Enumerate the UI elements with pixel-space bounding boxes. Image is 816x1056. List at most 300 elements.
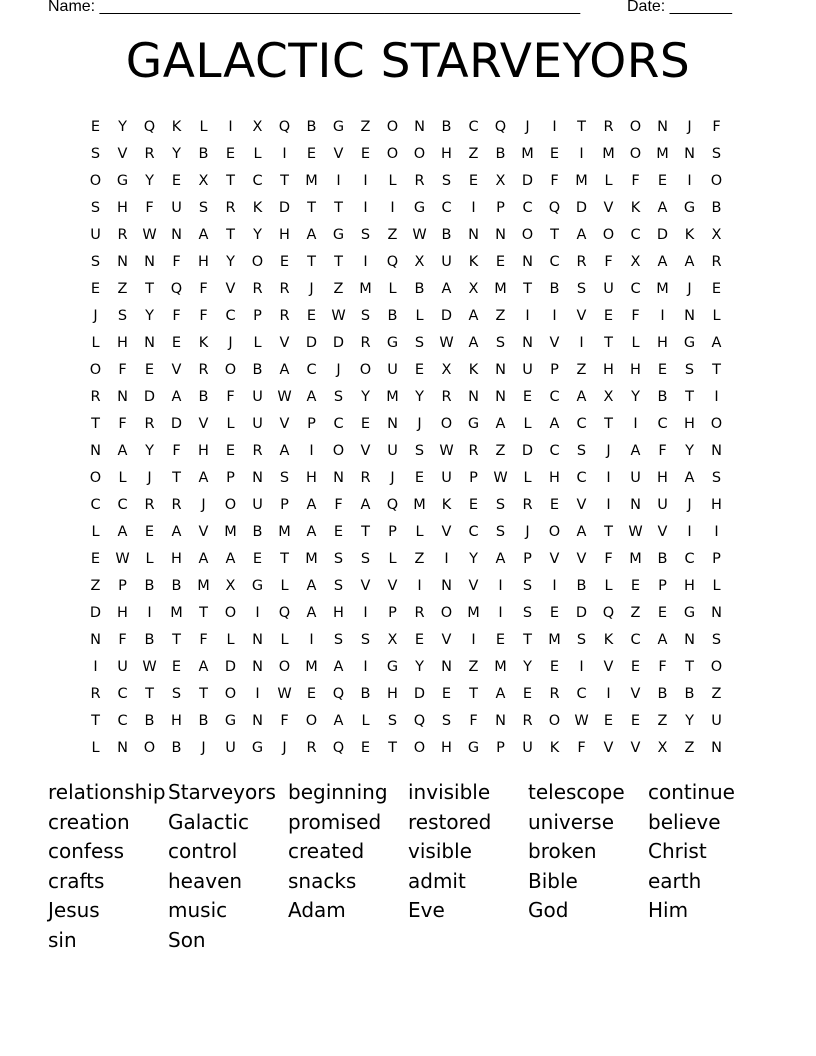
grid-letter: E <box>306 686 317 702</box>
grid-letter: J <box>525 119 530 135</box>
grid-letter: D <box>440 308 453 324</box>
grid-letter: F <box>145 200 154 216</box>
grid-letter: H <box>117 605 128 621</box>
grid-letter: Y <box>253 227 262 243</box>
grid-letter: T <box>145 686 154 702</box>
grid-letter: L <box>361 713 370 729</box>
grid-letter: G <box>467 416 480 432</box>
grid-letter: F <box>226 389 235 405</box>
grid-letter: T <box>280 173 289 189</box>
grid-letter: O <box>548 524 561 540</box>
grid-letter: Q <box>332 740 345 756</box>
grid-letter: F <box>469 713 478 729</box>
grid-letter: S <box>333 578 344 594</box>
grid-letter: L <box>631 335 640 351</box>
grid-letter: G <box>683 200 696 216</box>
grid-letter: C <box>657 416 668 432</box>
grid-letter: E <box>630 578 641 594</box>
grid-letter: Y <box>469 551 478 567</box>
grid-letter: Y <box>415 659 424 675</box>
grid-letter: S <box>576 632 587 648</box>
grid-letter: S <box>360 632 371 648</box>
grid-letter: A <box>657 254 668 270</box>
grid-letter: S <box>117 308 128 324</box>
grid-letter: R <box>252 281 263 297</box>
grid-letter: Y <box>226 254 235 270</box>
grid-letter: R <box>711 254 722 270</box>
letter-grid <box>82 114 730 762</box>
grid-letter: R <box>117 227 128 243</box>
grid-letter: V <box>576 308 587 324</box>
grid-letter: U <box>225 740 236 756</box>
grid-letter: U <box>522 362 533 378</box>
grid-letter: E <box>495 254 506 270</box>
grid-letter: M <box>305 551 318 567</box>
grid-letter: M <box>197 578 210 594</box>
grid-letter: R <box>279 281 290 297</box>
word-bank-item: promised <box>288 809 382 834</box>
grid-letter: B <box>198 389 209 405</box>
grid-letter: N <box>495 713 506 729</box>
date-field[interactable]: Date: _______ <box>627 0 732 15</box>
grid-letter: J <box>525 524 530 540</box>
grid-letter: O <box>521 227 534 243</box>
grid-letter: C <box>468 524 479 540</box>
grid-letter: V <box>549 551 560 567</box>
grid-letter: L <box>91 740 100 756</box>
grid-letter: Q <box>386 254 399 270</box>
grid-letter: N <box>441 659 452 675</box>
grid-letter: E <box>657 362 668 378</box>
grid-letter: H <box>657 335 668 351</box>
grid-letter: R <box>360 335 371 351</box>
grid-letter: I <box>363 605 368 621</box>
grid-letter: L <box>91 335 100 351</box>
grid-letter: A <box>495 416 506 432</box>
grid-letter: R <box>522 497 533 513</box>
grid-letter: M <box>305 173 318 189</box>
word-bank-item: music <box>168 898 228 923</box>
grid-letter: A <box>684 470 695 486</box>
grid-letter: T <box>685 659 694 675</box>
grid-letter: I <box>498 605 503 621</box>
grid-letter: B <box>441 227 452 243</box>
word-bank-item: Son <box>168 927 206 952</box>
grid-letter: M <box>386 389 399 405</box>
grid-letter: L <box>415 308 424 324</box>
grid-letter: I <box>228 119 233 135</box>
grid-letter: N <box>117 740 128 756</box>
grid-letter: V <box>603 659 614 675</box>
grid-letter: O <box>710 659 723 675</box>
grid-letter: V <box>468 578 479 594</box>
grid-letter: O <box>629 146 642 162</box>
grid-letter: F <box>199 308 208 324</box>
grid-letter: V <box>603 200 614 216</box>
grid-letter: H <box>657 470 668 486</box>
grid-letter: A <box>117 524 128 540</box>
grid-letter: T <box>388 740 397 756</box>
grid-letter: U <box>522 740 533 756</box>
grid-letter: O <box>386 119 399 135</box>
grid-letter: S <box>711 470 722 486</box>
grid-letter: I <box>606 497 611 513</box>
grid-letter: E <box>711 281 722 297</box>
grid-letter: L <box>523 416 532 432</box>
grid-letter: T <box>307 254 316 270</box>
grid-letter: Z <box>468 146 479 162</box>
grid-letter: A <box>198 551 209 567</box>
grid-letter: O <box>602 227 615 243</box>
grid-letter: W <box>628 524 643 540</box>
grid-letter: L <box>226 416 235 432</box>
grid-letter: A <box>495 686 506 702</box>
grid-letter: Y <box>145 443 154 459</box>
grid-letter: A <box>198 659 209 675</box>
grid-letter: Y <box>361 389 370 405</box>
grid-letter: C <box>549 443 560 459</box>
grid-letter: G <box>332 227 345 243</box>
grid-letter: X <box>225 578 236 594</box>
grid-letter: B <box>198 713 209 729</box>
grid-letter: V <box>360 443 371 459</box>
grid-letter: X <box>630 254 641 270</box>
word-bank-item: heaven <box>168 868 243 893</box>
grid-letter: H <box>387 686 398 702</box>
grid-letter: W <box>493 470 508 486</box>
grid-letter: D <box>521 173 534 189</box>
grid-letter: L <box>118 470 127 486</box>
grid-letter: V <box>549 335 560 351</box>
grid-letter: W <box>142 659 157 675</box>
word-bank-item: Starveyors <box>168 780 276 804</box>
grid-letter: U <box>630 470 641 486</box>
grid-letter: V <box>117 146 128 162</box>
grid-letter: D <box>413 686 426 702</box>
grid-letter: M <box>359 281 372 297</box>
grid-letter: T <box>604 524 613 540</box>
grid-letter: D <box>521 443 534 459</box>
grid-letter: Q <box>413 713 426 729</box>
grid-letter: E <box>441 686 452 702</box>
grid-letter: R <box>576 254 587 270</box>
word-bank-item: created <box>288 839 365 864</box>
grid-letter: Q <box>332 686 345 702</box>
word-bank-item: Galactic <box>168 809 249 834</box>
grid-letter: N <box>522 335 533 351</box>
grid-letter: V <box>387 578 398 594</box>
grid-letter: T <box>523 281 532 297</box>
grid-letter: E <box>333 524 344 540</box>
grid-letter: F <box>172 308 181 324</box>
grid-letter: V <box>657 524 668 540</box>
grid-letter: H <box>711 497 722 513</box>
grid-letter: Y <box>685 713 694 729</box>
grid-letter: N <box>90 443 101 459</box>
grid-letter: G <box>683 605 696 621</box>
grid-letter: R <box>252 443 263 459</box>
grid-letter: W <box>142 227 157 243</box>
grid-letter: F <box>334 497 343 513</box>
grid-letter: K <box>630 200 641 216</box>
grid-letter: M <box>656 281 669 297</box>
grid-letter: D <box>224 659 237 675</box>
grid-letter: B <box>252 524 263 540</box>
grid-letter: I <box>714 389 719 405</box>
grid-letter: M <box>575 173 588 189</box>
grid-letter: U <box>441 470 452 486</box>
grid-letter: W <box>115 551 130 567</box>
grid-letter: E <box>414 632 425 648</box>
grid-letter: C <box>252 173 263 189</box>
grid-letter: V <box>630 740 641 756</box>
grid-letter: M <box>494 659 507 675</box>
grid-letter: X <box>711 227 722 243</box>
word-bank-item: admit <box>408 868 466 893</box>
grid-letter: S <box>333 632 344 648</box>
grid-letter: V <box>225 281 236 297</box>
grid-letter: E <box>225 443 236 459</box>
grid-letter: E <box>657 605 668 621</box>
grid-letter: V <box>576 497 587 513</box>
grid-letter: X <box>468 281 479 297</box>
grid-letter: R <box>522 713 533 729</box>
grid-letter: Q <box>386 497 399 513</box>
grid-letter: B <box>495 146 506 162</box>
grid-letter: U <box>387 443 398 459</box>
grid-letter: B <box>144 713 155 729</box>
grid-letter: V <box>360 578 371 594</box>
grid-letter: S <box>90 146 101 162</box>
grid-letter: A <box>495 551 506 567</box>
grid-letter: Z <box>333 281 344 297</box>
grid-letter: R <box>414 605 425 621</box>
grid-letter: L <box>388 173 397 189</box>
grid-letter: G <box>386 335 399 351</box>
grid-letter: N <box>684 632 695 648</box>
grid-letter: C <box>630 227 641 243</box>
grid-letter: L <box>253 146 262 162</box>
grid-letter: E <box>549 146 560 162</box>
grid-letter: O <box>440 605 453 621</box>
grid-letter: Y <box>145 308 154 324</box>
grid-letter: V <box>333 146 344 162</box>
grid-letter: E <box>522 686 533 702</box>
grid-letter: E <box>171 173 182 189</box>
grid-letter: N <box>495 227 506 243</box>
grid-letter: W <box>439 335 454 351</box>
grid-letter: N <box>441 578 452 594</box>
grid-letter: U <box>252 497 263 513</box>
grid-letter: N <box>144 335 155 351</box>
grid-letter: T <box>685 389 694 405</box>
word-bank-item: Eve <box>408 898 445 923</box>
grid-letter: R <box>468 443 479 459</box>
grid-letter: E <box>495 632 506 648</box>
grid-letter: Z <box>657 713 668 729</box>
grid-letter: X <box>603 389 614 405</box>
grid-letter: O <box>89 362 102 378</box>
grid-letter: C <box>468 119 479 135</box>
grid-letter: O <box>710 416 723 432</box>
grid-letter: H <box>333 605 344 621</box>
grid-letter: E <box>549 659 560 675</box>
grid-letter: O <box>629 119 642 135</box>
grid-letter: T <box>550 227 559 243</box>
grid-letter: T <box>280 551 289 567</box>
grid-letter: N <box>522 254 533 270</box>
grid-letter: S <box>360 308 371 324</box>
grid-letter: K <box>441 497 452 513</box>
grid-letter: R <box>144 497 155 513</box>
grid-letter: O <box>332 443 345 459</box>
grid-letter: I <box>93 659 98 675</box>
grid-letter: J <box>201 497 206 513</box>
grid-letter: L <box>712 308 721 324</box>
grid-letter: I <box>363 173 368 189</box>
grid-letter: Q <box>494 119 507 135</box>
grid-letter: K <box>198 335 209 351</box>
grid-letter: S <box>711 146 722 162</box>
grid-letter: M <box>602 146 615 162</box>
grid-letter: K <box>603 632 614 648</box>
grid-letter: H <box>441 740 452 756</box>
grid-letter: G <box>413 200 426 216</box>
grid-letter: M <box>656 146 669 162</box>
grid-letter: F <box>280 713 289 729</box>
grid-letter: N <box>711 740 722 756</box>
grid-letter: O <box>413 740 426 756</box>
grid-letter: C <box>576 686 587 702</box>
grid-letter: C <box>549 389 560 405</box>
grid-letter: F <box>658 443 667 459</box>
grid-letter: W <box>412 227 427 243</box>
grid-letter: I <box>363 659 368 675</box>
grid-letter: J <box>93 308 98 324</box>
word-bank-item: broken <box>528 839 597 864</box>
grid-letter: L <box>280 578 289 594</box>
grid-letter: K <box>549 740 560 756</box>
grid-letter: I <box>309 632 314 648</box>
grid-letter: O <box>224 497 237 513</box>
grid-letter: E <box>603 713 614 729</box>
grid-letter: H <box>684 578 695 594</box>
grid-letter: G <box>116 173 129 189</box>
grid-letter: Z <box>117 281 128 297</box>
grid-letter: T <box>523 632 532 648</box>
grid-letter: E <box>603 308 614 324</box>
grid-letter: I <box>660 308 665 324</box>
grid-letter: S <box>576 281 587 297</box>
grid-letter: W <box>277 686 292 702</box>
grid-letter: N <box>684 146 695 162</box>
grid-letter: H <box>549 470 560 486</box>
grid-letter: P <box>658 578 667 594</box>
grid-letter: V <box>198 524 209 540</box>
grid-letter: F <box>199 281 208 297</box>
grid-letter: B <box>684 686 695 702</box>
grid-letter: I <box>714 524 719 540</box>
grid-letter: I <box>255 686 260 702</box>
grid-letter: Q <box>170 281 183 297</box>
grid-letter: S <box>360 551 371 567</box>
grid-letter: A <box>306 389 317 405</box>
grid-letter: X <box>414 254 425 270</box>
word-bank-item: visible <box>408 839 472 864</box>
grid-letter: N <box>684 308 695 324</box>
grid-letter: C <box>630 632 641 648</box>
grid-letter: Q <box>143 119 156 135</box>
grid-letter: T <box>334 254 343 270</box>
grid-letter: B <box>198 146 209 162</box>
grid-letter: G <box>467 740 480 756</box>
grid-letter: T <box>226 173 235 189</box>
grid-letter: Z <box>387 227 398 243</box>
grid-letter: H <box>171 713 182 729</box>
grid-letter: X <box>387 632 398 648</box>
grid-letter: U <box>117 659 128 675</box>
grid-letter: R <box>603 119 614 135</box>
grid-letter: E <box>630 659 641 675</box>
grid-letter: A <box>468 335 479 351</box>
word-bank-item: snacks <box>288 868 357 893</box>
grid-letter: A <box>576 524 587 540</box>
grid-letter: N <box>630 497 641 513</box>
grid-letter: D <box>332 335 345 351</box>
grid-letter: A <box>306 227 317 243</box>
grid-letter: C <box>576 416 587 432</box>
grid-letter: M <box>224 524 237 540</box>
grid-letter: S <box>90 254 101 270</box>
grid-letter: B <box>171 578 182 594</box>
grid-letter: Q <box>278 605 291 621</box>
grid-letter: I <box>363 254 368 270</box>
grid-letter: S <box>684 362 695 378</box>
word-bank-item: Bible <box>528 868 578 893</box>
grid-letter: A <box>279 443 290 459</box>
word-bank-item: God <box>528 898 569 923</box>
grid-letter: L <box>388 551 397 567</box>
word-bank-item: Adam <box>288 898 346 923</box>
grid-letter: Z <box>90 578 101 594</box>
grid-letter: M <box>467 605 480 621</box>
grid-letter: H <box>306 470 317 486</box>
grid-letter: I <box>444 551 449 567</box>
grid-letter: O <box>305 713 318 729</box>
grid-letter: C <box>333 416 344 432</box>
grid-letter: B <box>144 578 155 594</box>
grid-letter: B <box>414 281 425 297</box>
grid-letter: P <box>307 416 316 432</box>
grid-letter: T <box>361 524 370 540</box>
grid-letter: N <box>252 659 263 675</box>
grid-letter: U <box>711 713 722 729</box>
grid-letter: J <box>417 416 422 432</box>
grid-letter: B <box>252 362 263 378</box>
grid-letter: S <box>522 605 533 621</box>
grid-letter: E <box>360 146 371 162</box>
word-bank-item: believe <box>648 809 721 834</box>
grid-letter: B <box>711 200 722 216</box>
grid-letter: E <box>90 281 101 297</box>
grid-letter: C <box>684 551 695 567</box>
name-field[interactable]: Name: ______________________________________________________ <box>48 0 581 15</box>
grid-letter: B <box>657 551 668 567</box>
grid-letter: P <box>496 740 505 756</box>
grid-letter: I <box>606 686 611 702</box>
grid-letter: E <box>90 119 101 135</box>
grid-letter: H <box>198 254 209 270</box>
